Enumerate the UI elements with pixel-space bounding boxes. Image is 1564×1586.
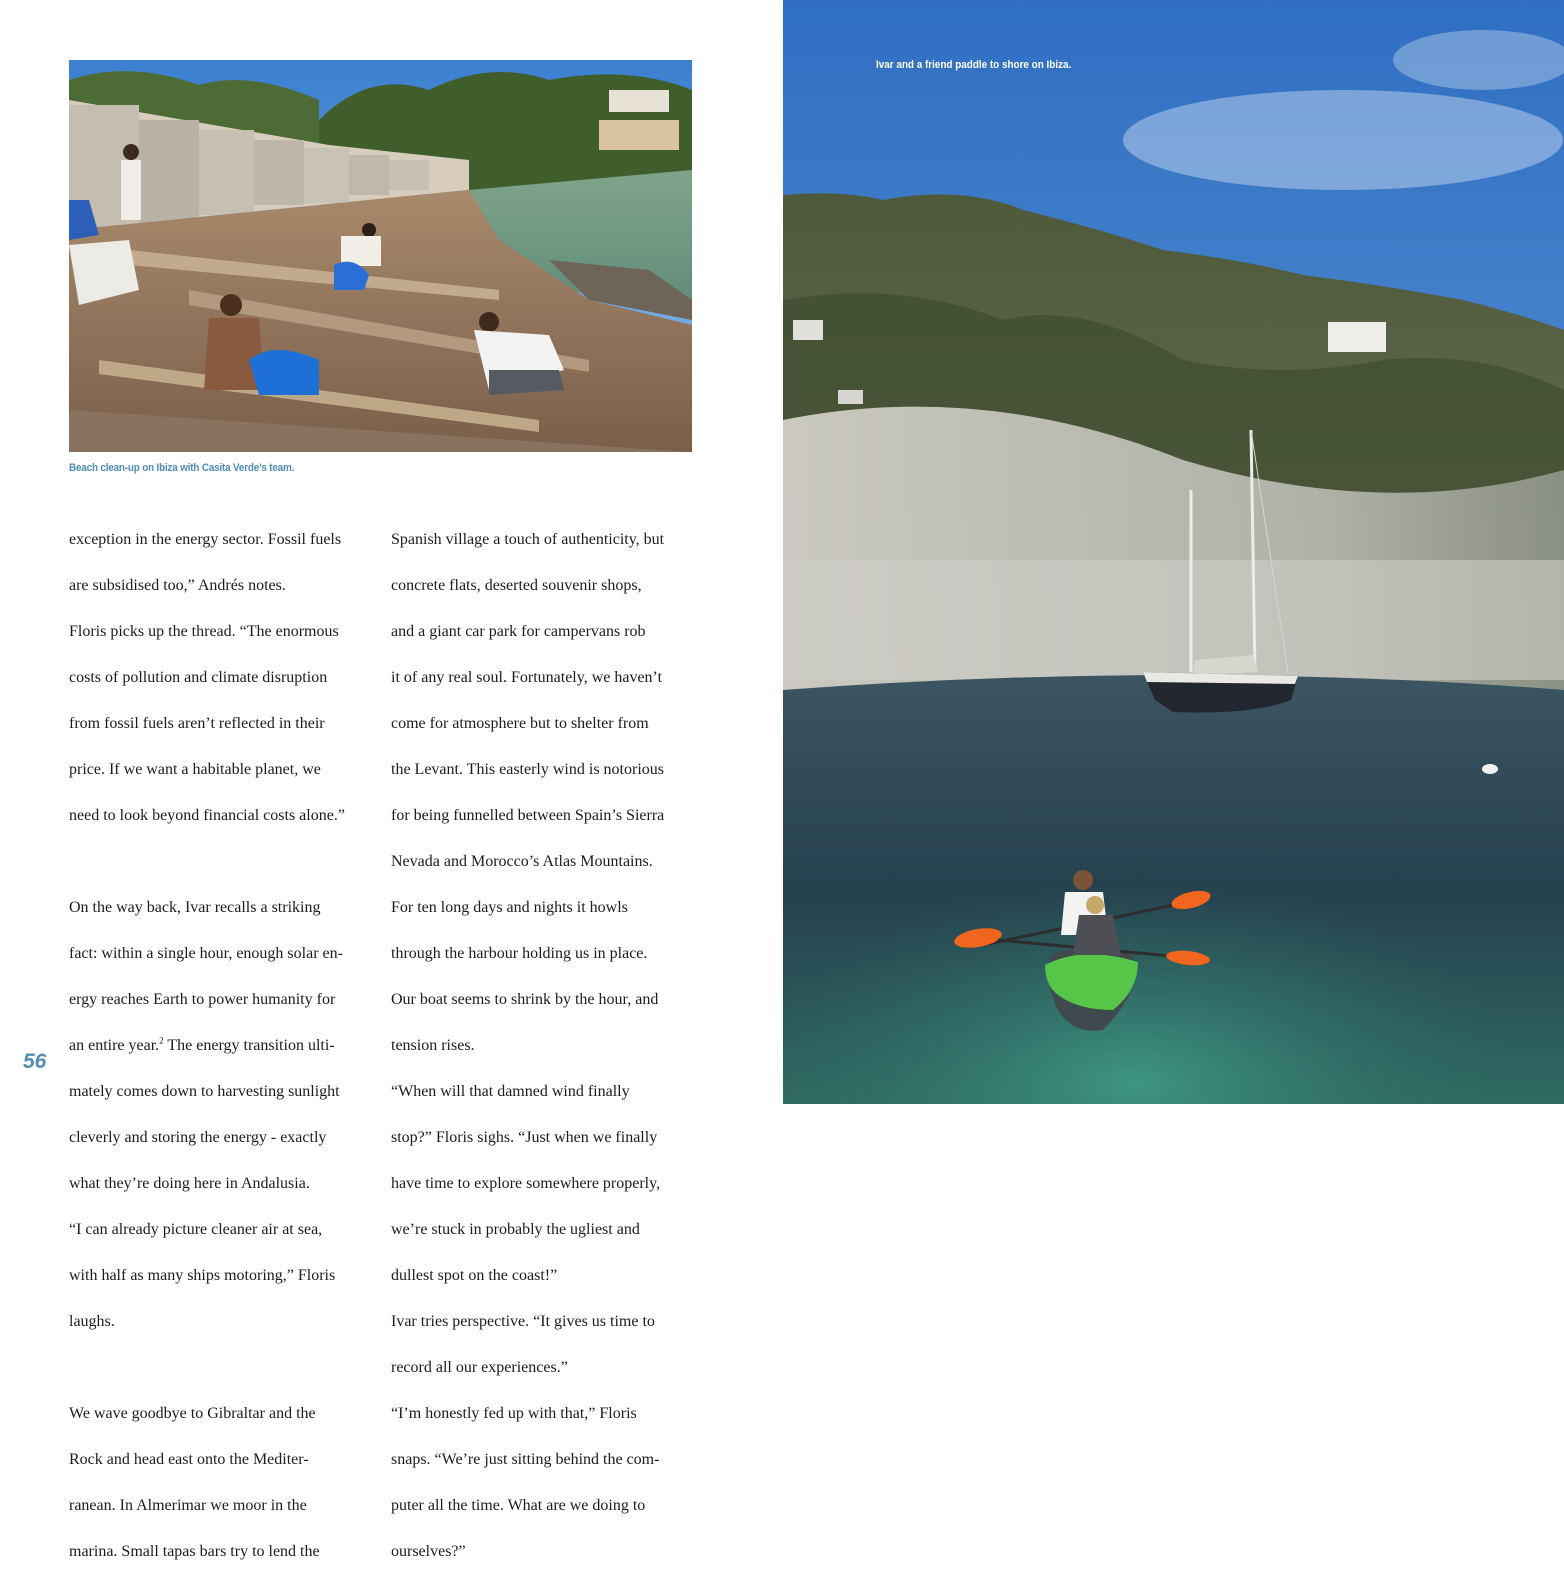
text-line: costs of pollution and climate disruption (69, 669, 328, 686)
left-page (0, 0, 783, 1560)
text-line: and a giant car park for campervans rob (391, 623, 646, 640)
text-line: marina. Small tapas bars try to lend the (69, 1543, 320, 1560)
text-line: “I can already picture cleaner air at sea, (69, 1221, 323, 1238)
text-line: have time to explore somewhere properly, (391, 1175, 661, 1192)
text-line: “I’m honestly fed up with that,” Floris (391, 1405, 637, 1422)
footnote-line-end: The energy transition ulti- (167, 1037, 335, 1054)
text-line: fact: within a single hour, enough solar en- (69, 945, 343, 962)
text-line: For ten long days and nights it howls (391, 899, 628, 916)
text-line: Nevada and Morocco’s Atlas Mountains. (391, 853, 653, 870)
beach-cleanup-photo (69, 60, 692, 452)
text-line: record all our experiences.” (391, 1359, 568, 1376)
text-line: laughs. (69, 1313, 115, 1330)
text-line: exception in the energy sector. Fossil fuels (69, 531, 342, 548)
text-line: need to look beyond financial costs alone.” (69, 807, 345, 824)
text-line (69, 1034, 369, 1057)
text-line: we’re stuck in probably the ugliest and (391, 1221, 640, 1238)
page-number: 56 (23, 1050, 47, 1073)
text-line: Floris picks up the thread. “The enormous (69, 623, 339, 640)
footnote-mark: 2 (159, 1035, 164, 1046)
paragraph (69, 505, 369, 850)
text-line: ergy reaches Earth to power humanity for (69, 991, 336, 1008)
text-column-2 (391, 505, 691, 1586)
text-line: from fossil fuels aren’t reflected in their (69, 715, 325, 732)
text-line: We wave goodbye to Gibraltar and the (69, 1405, 316, 1422)
paragraph (391, 505, 691, 1586)
paragraph (69, 873, 369, 1356)
text-line: it of any real soul. Fortunately, we haven’t (391, 669, 663, 686)
text-column-1 (69, 505, 369, 1586)
text-line: price. If we want a habitable planet, we (69, 761, 321, 778)
text-line: Our boat seems to shrink by the hour, and (391, 991, 659, 1008)
text-line: puter all the time. What are we doing to (391, 1497, 646, 1514)
text-line: Spanish village a touch of authenticity, but (391, 531, 665, 548)
text-line: what they’re doing here in Andalusia. (69, 1175, 310, 1192)
text-line: through the harbour holding us in place. (391, 945, 648, 962)
text-line: snaps. “We’re just sitting behind the com- (391, 1451, 660, 1468)
text-line: stop?” Floris sighs. “Just when we finally (391, 1129, 658, 1146)
footnote-line-start: an entire year. (69, 1037, 160, 1054)
kayak-sailboat-photo (783, 0, 1564, 1104)
photo-caption: Beach clean-up on Ibiza with Casita Verde’s team. (69, 462, 295, 474)
text-line: come for atmosphere but to shelter from (391, 715, 649, 732)
paragraph (69, 1379, 369, 1586)
text-line: with half as many ships motoring,” Floris (69, 1267, 336, 1284)
text-line: are subsidised too,” Andrés notes. (69, 577, 286, 594)
text-line: dullest spot on the coast!” (391, 1267, 558, 1284)
text-line: tension rises. (391, 1037, 475, 1054)
text-line: mately comes down to harvesting sunlight (69, 1083, 340, 1100)
text-line: concrete flats, deserted souvenir shops, (391, 577, 642, 594)
text-line: On the way back, Ivar recalls a striking (69, 899, 321, 916)
text-line: ourselves?” (391, 1543, 466, 1560)
text-line: ranean. In Almerimar we moor in the (69, 1497, 307, 1514)
text-line: Rock and head east onto the Mediter- (69, 1451, 309, 1468)
text-line: for being funnelled between Spain’s Sierra (391, 807, 665, 824)
photo-caption-right: Ivar and a friend paddle to shore on Ibiza. (876, 59, 1072, 71)
text-line: Ivar tries perspective. “It gives us time to (391, 1313, 655, 1330)
text-line: cleverly and storing the energy - exactly (69, 1129, 327, 1146)
text-line: “When will that damned wind finally (391, 1083, 630, 1100)
text-line: the Levant. This easterly wind is notorious (391, 761, 664, 778)
